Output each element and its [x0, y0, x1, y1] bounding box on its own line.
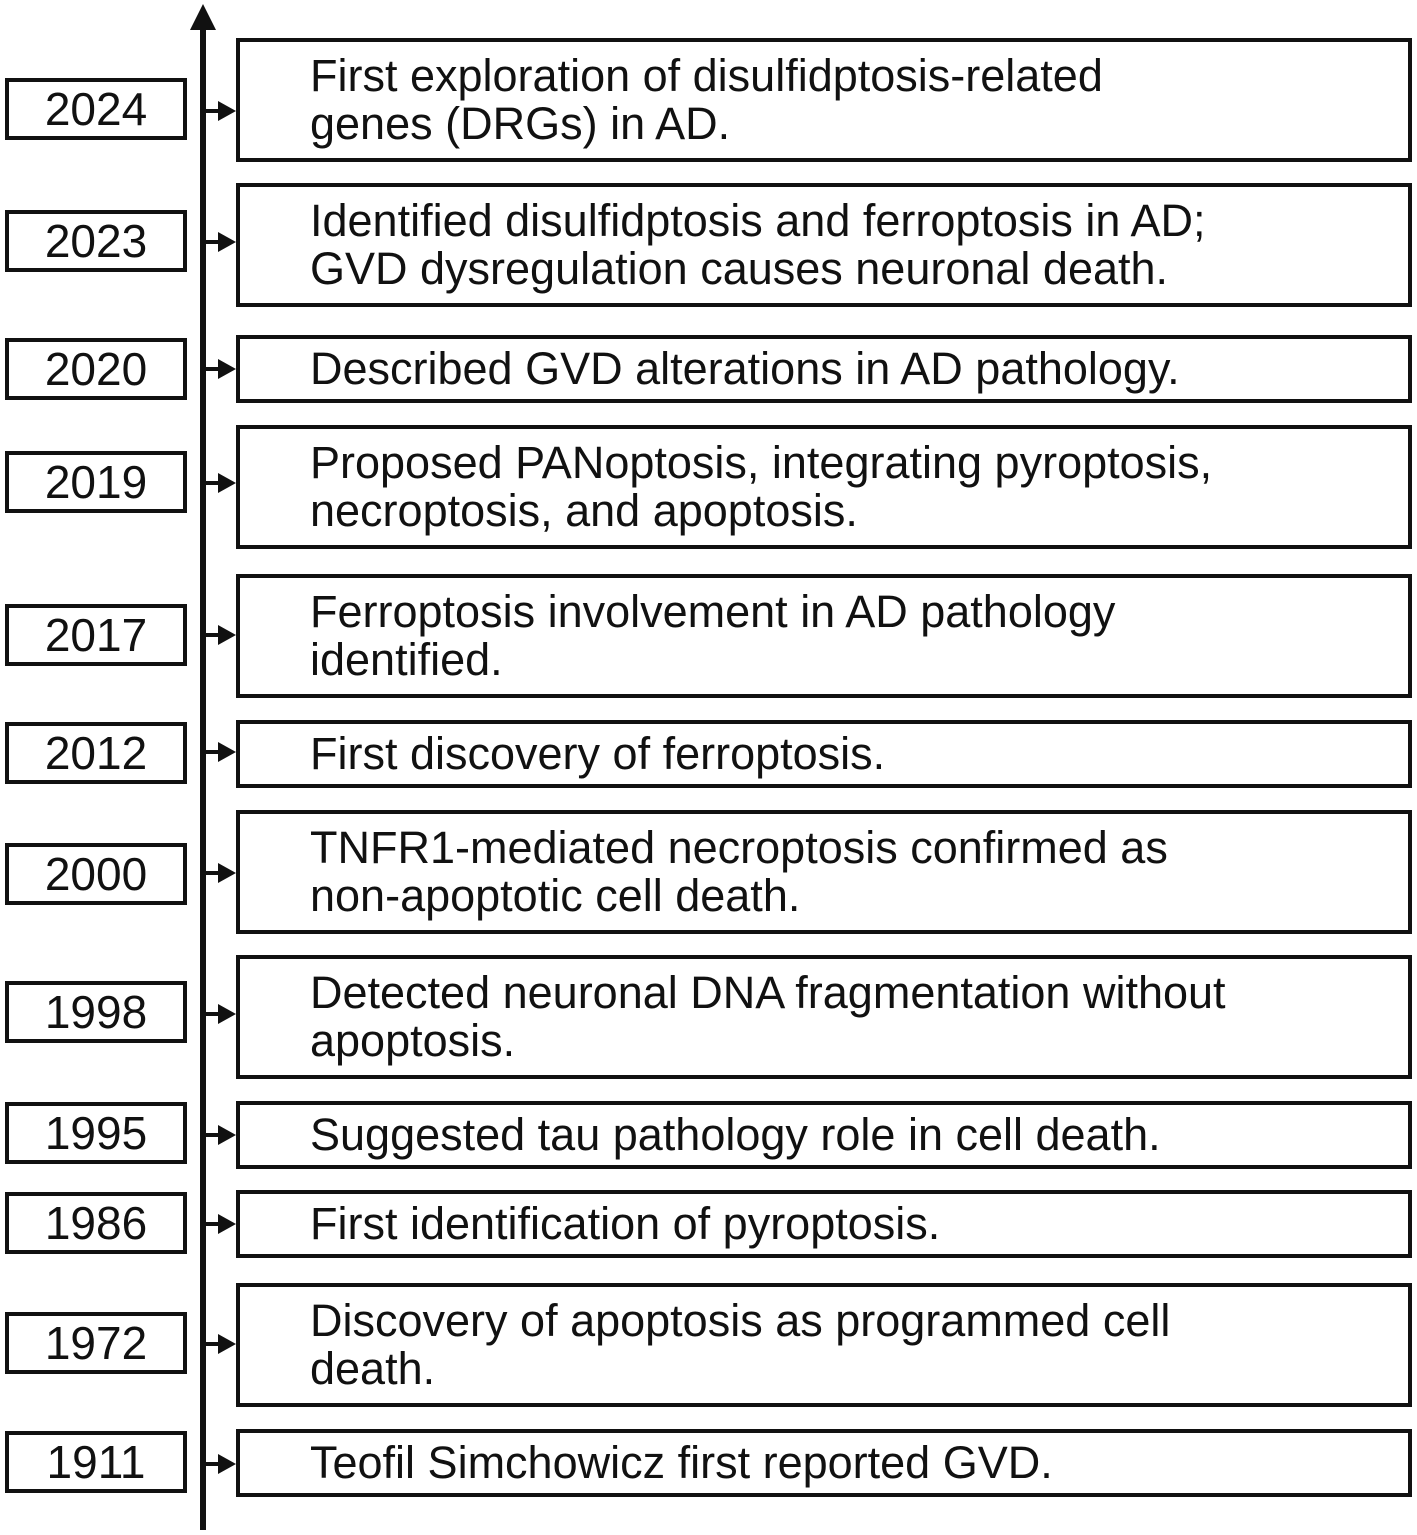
year-text: 2012 [44, 727, 148, 779]
arrow-right-icon [218, 101, 236, 121]
year-label-2017 [5, 604, 187, 666]
year-label-1995 [5, 1102, 187, 1164]
year-label-1911 [5, 1431, 187, 1493]
arrow-right-icon [218, 1334, 236, 1354]
year-label-2000 [5, 843, 187, 905]
event-box-2020 [236, 335, 1412, 403]
year-text: 2019 [44, 456, 148, 508]
year-label-2024 [5, 78, 187, 140]
arrow-right-icon [218, 863, 236, 883]
year-text: 2024 [44, 83, 148, 135]
event-description: First exploration of disulfidptosis-related genes (DRGs) in AD. [310, 50, 1103, 149]
year-text: 2000 [44, 848, 148, 900]
event-description: First discovery of ferroptosis. [310, 728, 886, 779]
arrow-right-icon [218, 1454, 236, 1474]
event-description: Teofil Simchowicz first reported GVD. [310, 1437, 1053, 1488]
year-text: 2017 [44, 609, 148, 661]
event-box-2019 [236, 425, 1412, 549]
arrow-right-icon [218, 1125, 236, 1145]
year-text: 1986 [44, 1197, 148, 1249]
event-description: Described GVD alterations in AD pathology. [310, 343, 1180, 394]
year-text: 1911 [46, 1436, 146, 1488]
event-box-1972 [236, 1283, 1412, 1407]
arrow-right-icon [218, 1004, 236, 1024]
arrow-right-icon [218, 473, 236, 493]
event-box-2017 [236, 574, 1412, 698]
event-description: Detected neuronal DNA fragmentation without apoptosis. [310, 967, 1226, 1066]
event-box-2000 [236, 810, 1412, 934]
year-label-1986 [5, 1192, 187, 1254]
year-text: 2020 [44, 343, 148, 395]
event-box-1986 [236, 1190, 1412, 1258]
year-label-2020 [5, 338, 187, 400]
year-label-2012 [5, 722, 187, 784]
event-description: Ferroptosis involvement in AD pathology identified. [310, 586, 1116, 685]
event-description: Discovery of apoptosis as programmed cell death. [310, 1295, 1171, 1394]
event-box-1995 [236, 1101, 1412, 1169]
year-text: 2023 [44, 215, 148, 267]
event-description: Suggested tau pathology role in cell death. [310, 1109, 1161, 1160]
year-label-1998 [5, 981, 187, 1043]
arrow-right-icon [218, 359, 236, 379]
event-box-2023 [236, 183, 1412, 307]
year-label-2019 [5, 451, 187, 513]
event-box-2012 [236, 720, 1412, 788]
event-box-1998 [236, 955, 1412, 1079]
arrow-right-icon [218, 742, 236, 762]
year-text: 1972 [44, 1317, 148, 1369]
year-label-1972 [5, 1312, 187, 1374]
arrow-right-icon [218, 232, 236, 252]
arrow-right-icon [218, 625, 236, 645]
year-label-2023 [5, 210, 187, 272]
connector-arrows [203, 101, 236, 1474]
event-description: Proposed PANoptosis, integrating pyroptosis, necroptosis, and apoptosis. [310, 437, 1213, 536]
arrow-right-icon [218, 1214, 236, 1234]
event-box-1911 [236, 1429, 1412, 1497]
event-description: Identified disulfidptosis and ferroptosis in AD; GVD dysregulation causes neuronal death. [310, 195, 1206, 294]
year-text: 1995 [44, 1107, 148, 1159]
event-box-2024 [236, 38, 1412, 162]
event-description: First identification of pyroptosis. [310, 1198, 941, 1249]
event-description: TNFR1-mediated necroptosis confirmed as non-apoptotic cell death. [310, 822, 1168, 921]
year-text: 1998 [44, 986, 148, 1038]
timeline-axis-arrowhead-icon [190, 4, 216, 30]
